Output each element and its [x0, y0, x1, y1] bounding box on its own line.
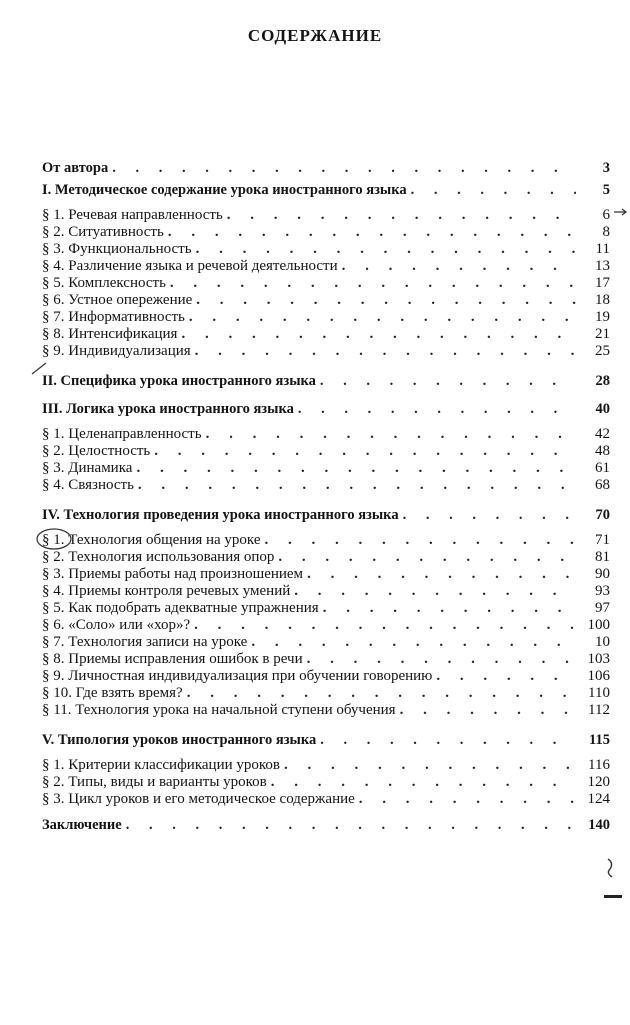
toc-section-page: 6	[576, 207, 610, 224]
toc-section	[42, 600, 610, 617]
dot-leader	[284, 757, 576, 774]
toc-section-label: § 3. Динамика	[42, 460, 136, 477]
toc-section-page: 81	[576, 549, 610, 566]
toc-section-label: § 4. Различение языка и речевой деятельности	[42, 258, 342, 275]
toc-section-label: § 8. Интенсификация	[42, 326, 181, 343]
toc-section-page: 11	[576, 241, 610, 258]
toc-chapter-1-sections	[42, 207, 610, 360]
dot-leader	[181, 326, 576, 343]
toc-chapter-3-sections	[42, 426, 610, 494]
dot-leader	[154, 443, 576, 460]
toc-section	[42, 207, 610, 224]
toc-section-page: 71	[576, 532, 610, 549]
dot-leader	[320, 729, 576, 751]
toc-section-page: 120	[576, 774, 610, 791]
toc-section-label: § 11. Технология урока на начальной ступени обучения	[42, 702, 400, 719]
toc-section-page: 42	[576, 426, 610, 443]
dot-leader	[138, 477, 576, 494]
table-of-contents	[42, 157, 610, 836]
dot-leader	[206, 426, 576, 443]
toc-chapter-page: 70	[576, 504, 610, 526]
dot-leader	[168, 224, 576, 241]
toc-entry-page: 140	[576, 814, 610, 836]
dot-leader	[278, 549, 576, 566]
toc-section-page: 124	[576, 791, 610, 808]
toc-chapter-label: II. Специфика урока иностранного языка	[42, 370, 320, 392]
dot-leader	[126, 814, 576, 836]
toc-section-page: 68	[576, 477, 610, 494]
dot-leader	[307, 651, 576, 668]
toc-chapter-page: 5	[576, 179, 610, 201]
toc-section-label: § 2. Технология использования опор	[42, 549, 278, 566]
dot-leader	[294, 583, 576, 600]
toc-entry-label: Заключение	[42, 814, 126, 836]
page-title: СОДЕРЖАНИЕ	[247, 26, 383, 45]
toc-section	[42, 774, 610, 791]
dot-leader	[194, 617, 576, 634]
toc-chapter-5-sections	[42, 757, 610, 808]
toc-chapter-label: V. Типология уроков иностранного языка	[42, 729, 320, 751]
toc-section-label: § 2. Целостность	[42, 443, 154, 460]
dot-leader	[359, 791, 576, 808]
toc-section-label: § 1. Речевая направленность	[42, 207, 227, 224]
margin-smudge-mark	[598, 855, 626, 905]
toc-section-page: 25	[576, 343, 610, 360]
dot-leader	[320, 370, 576, 392]
toc-section	[42, 634, 610, 651]
dot-leader	[170, 275, 576, 292]
toc-section-label: § 1. Технология общения на уроке	[42, 532, 265, 549]
toc-chapter-page: 115	[576, 729, 610, 751]
toc-section-page: 21	[576, 326, 610, 343]
toc-section	[42, 224, 610, 241]
toc-section	[42, 532, 610, 549]
toc-section-label: § 3. Приемы работы над произношением	[42, 566, 307, 583]
pencil-stroke-mark	[30, 360, 50, 378]
toc-section-page: 10	[576, 634, 610, 651]
toc-section	[42, 309, 610, 326]
toc-section-label: § 7. Технология записи на уроке	[42, 634, 251, 651]
toc-section	[42, 477, 610, 494]
toc-section	[42, 443, 610, 460]
toc-section-label: § 9. Индивидуализация	[42, 343, 195, 360]
toc-section-page: 93	[576, 583, 610, 600]
toc-section	[42, 292, 610, 309]
toc-section-page: 13	[576, 258, 610, 275]
dot-leader	[436, 668, 576, 685]
toc-section-label: § 9. Личностная индивидуализация при обучении говорению	[42, 668, 436, 685]
toc-section-page: 103	[576, 651, 610, 668]
toc-section-label: § 5. Комплексность	[42, 275, 170, 292]
margin-arrow-mark	[612, 206, 628, 218]
dot-leader	[187, 685, 576, 702]
toc-section-label: § 3. Функциональность	[42, 241, 196, 258]
dot-leader	[298, 398, 576, 420]
toc-entry-label: От автора	[42, 157, 112, 179]
toc-chapter-5	[42, 729, 610, 751]
dot-leader	[196, 292, 576, 309]
toc-entry-page: 3	[576, 157, 610, 179]
toc-section-page: 110	[576, 685, 610, 702]
toc-section-label: § 1. Целенаправленность	[42, 426, 206, 443]
pencil-circle-mark	[34, 526, 74, 552]
toc-section-page: 100	[576, 617, 610, 634]
toc-section-page: 116	[576, 757, 610, 774]
toc-section-page: 112	[576, 702, 610, 719]
toc-section-label: § 6. Устное опережение	[42, 292, 196, 309]
dot-leader	[342, 258, 576, 275]
dot-leader	[251, 634, 576, 651]
toc-chapter-1	[42, 179, 610, 201]
toc-section	[42, 426, 610, 443]
toc-section-page: 106	[576, 668, 610, 685]
toc-section	[42, 549, 610, 566]
toc-section	[42, 617, 610, 634]
toc-section-label: § 8. Приемы исправления ошибок в речи	[42, 651, 307, 668]
toc-chapter-4	[42, 504, 610, 526]
toc-section-page: 8	[576, 224, 610, 241]
toc-section-label: § 5. Как подобрать адекватные упражнения	[42, 600, 323, 617]
dot-leader	[189, 309, 576, 326]
toc-entry-conclusion	[42, 814, 610, 836]
toc-section	[42, 258, 610, 275]
toc-section-page: 18	[576, 292, 610, 309]
toc-section	[42, 668, 610, 685]
dot-leader	[403, 504, 576, 526]
toc-chapter-label: I. Методическое содержание урока иностранного языка	[42, 179, 411, 201]
dot-leader	[112, 157, 576, 179]
toc-section-page: 19	[576, 309, 610, 326]
toc-chapter-3	[42, 398, 610, 420]
dot-leader	[136, 460, 576, 477]
toc-section	[42, 460, 610, 477]
dot-leader	[411, 179, 576, 201]
toc-section	[42, 583, 610, 600]
toc-section-page: 90	[576, 566, 610, 583]
toc-section-label: § 4. Приемы контроля речевых умений	[42, 583, 294, 600]
toc-section-label: § 2. Типы, виды и варианты уроков	[42, 774, 271, 791]
dot-leader	[307, 566, 576, 583]
toc-chapter-label: III. Логика урока иностранного языка	[42, 398, 298, 420]
toc-section-page: 97	[576, 600, 610, 617]
toc-section-label: § 1. Критерии классификации уроков	[42, 757, 284, 774]
toc-section-label: § 10. Где взять время?	[42, 685, 187, 702]
toc-section	[42, 343, 610, 360]
toc-chapter-4-sections	[42, 532, 610, 719]
toc-section-label: § 7. Информативность	[42, 309, 189, 326]
dot-leader	[195, 343, 576, 360]
toc-section	[42, 275, 610, 292]
toc-section-label: § 2. Ситуативность	[42, 224, 168, 241]
dot-leader	[400, 702, 576, 719]
toc-entry-author	[42, 157, 610, 179]
toc-section	[42, 791, 610, 808]
dot-leader	[196, 241, 576, 258]
toc-section	[42, 326, 610, 343]
toc-section-page: 17	[576, 275, 610, 292]
dot-leader	[271, 774, 576, 791]
toc-section-label: § 4. Связность	[42, 477, 138, 494]
toc-chapter-page: 40	[576, 398, 610, 420]
toc-chapter-page: 28	[576, 370, 610, 392]
toc-section	[42, 241, 610, 258]
toc-section-label: § 6. «Соло» или «хор»?	[42, 617, 194, 634]
toc-chapter-label: IV. Технология проведения урока иностранного языка	[42, 504, 403, 526]
toc-section-page: 48	[576, 443, 610, 460]
toc-section	[42, 702, 610, 719]
toc-section	[42, 651, 610, 668]
toc-chapter-2	[42, 370, 610, 392]
toc-section-page: 61	[576, 460, 610, 477]
toc-section-label: § 3. Цикл уроков и его методическое содержание	[42, 791, 359, 808]
dot-leader	[265, 532, 577, 549]
dot-leader	[323, 600, 576, 617]
dot-leader	[227, 207, 576, 224]
toc-section	[42, 685, 610, 702]
toc-section	[42, 757, 610, 774]
toc-section	[42, 566, 610, 583]
